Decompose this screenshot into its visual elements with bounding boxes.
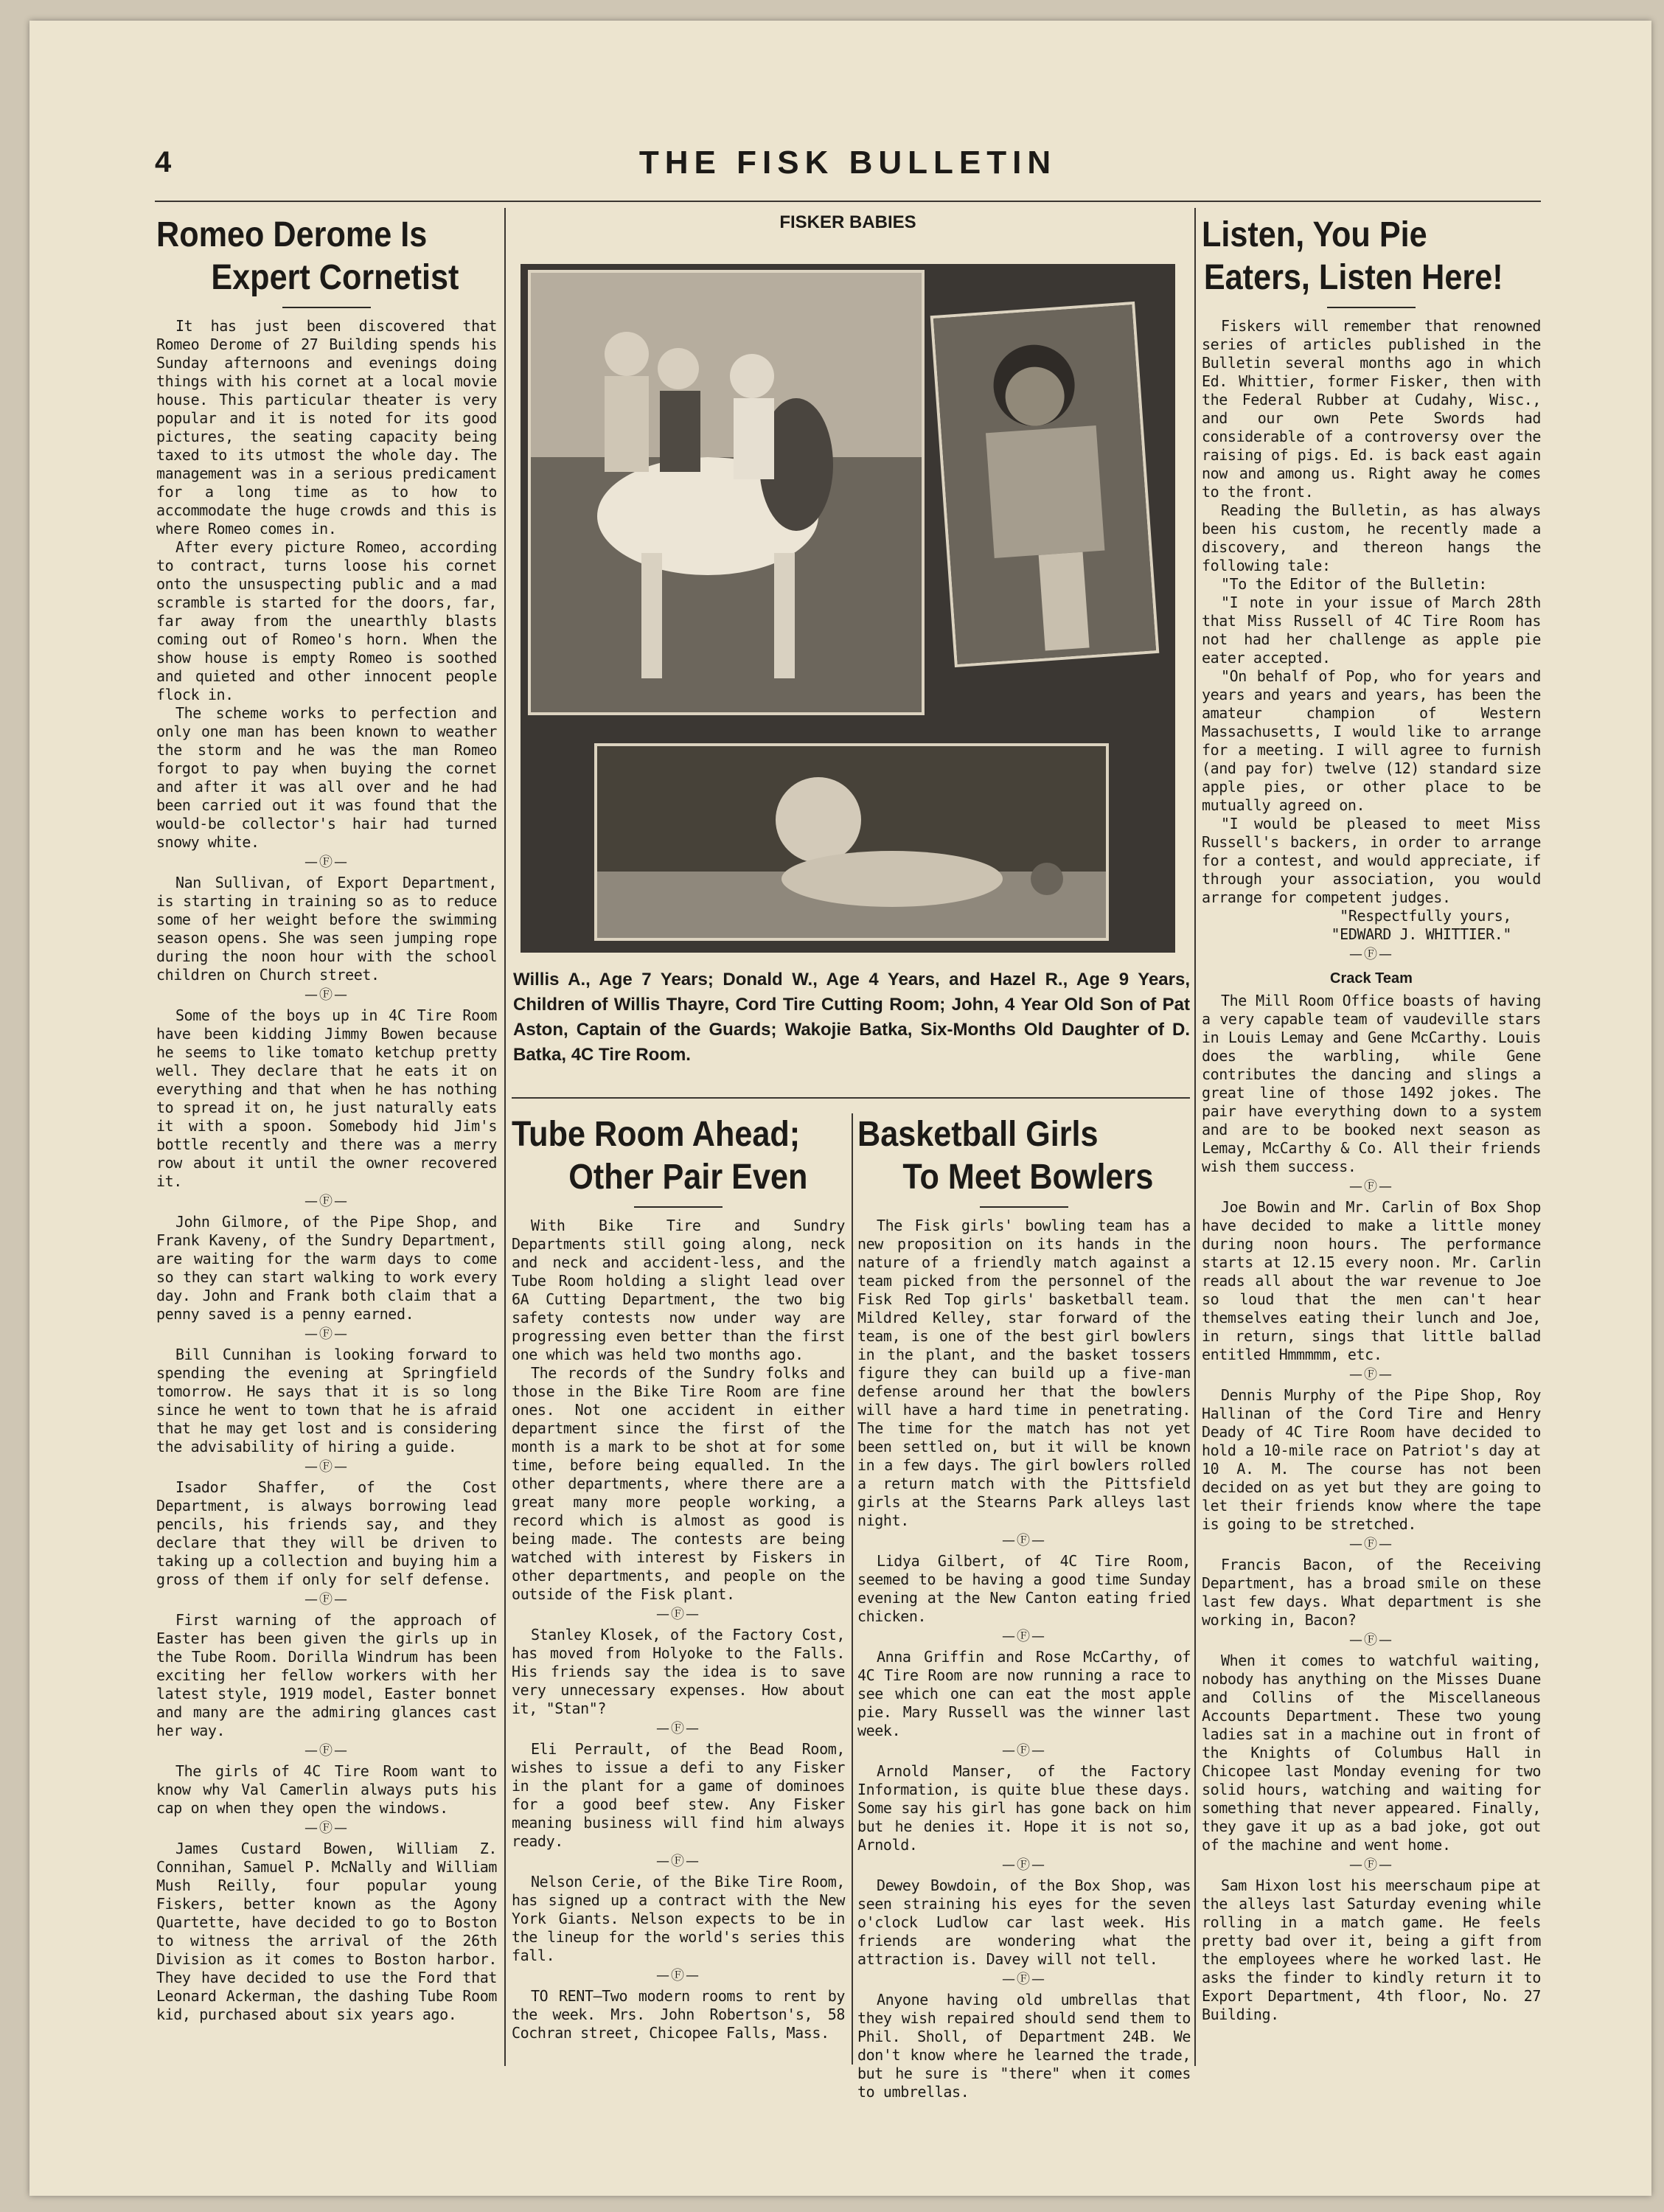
column-rule-1: [504, 208, 506, 2066]
ornament-divider: —Ⓕ—: [304, 1194, 349, 1209]
basketball-headline-line-1: Basketball Girls: [857, 1115, 1099, 1154]
section-rule: [512, 1097, 1190, 1099]
right-column: [1202, 214, 1541, 2072]
column-rule-2: [1194, 208, 1196, 2066]
ornament-divider: —Ⓕ—: [304, 1592, 349, 1607]
ornament-divider: —Ⓕ—: [1349, 1179, 1393, 1194]
news-item: John Gilmore, of the Pipe Shop, and Frank Kaveny, of the Sundry Department, are waiting for the warm days to come so they can start walking to work every day. John and Frank both claim that a penny saved is a penny earned.: [156, 1213, 497, 1323]
pie-letter-paragraph: "I would be pleased to meet Miss Russell's backers, in order to arrange for a contest, and would appreciate, if through your association, you would arrange for competent judges.: [1202, 815, 1541, 906]
pie-letter-paragraph: "On behalf of Pop, who for years and years and years and years, has been the amateur champion of Western Massachusetts, I would like to arrange for a meeting. I will agree to furnish (and pay for) twelve (12) standard size apple pies, or other place to be mutually agreed on.: [1202, 667, 1541, 814]
photo-collage: [521, 264, 1175, 953]
ornament-divider: —Ⓕ—: [1002, 1972, 1046, 1987]
news-item: Some of the boys up in 4C Tire Room have been kidding Jimmy Bowen because he seems to like tomato ketchup pretty well. They declare that he eats it on everything and that when he has nothing to spread it on, he just naturally eats it with a spoon. Somebody hid Jim's bottle recently and there was a merry row about it until the owner recovered it.: [156, 1006, 497, 1190]
boy-portrait-image: [933, 305, 1156, 664]
boy-portrait-photo: [930, 302, 1160, 667]
news-item: Eli Perrault, of the Bead Room, wishes to issue a defi to any Fisker in the plant for a game of dominoes for a good beef stew. Any Fisker meaning business will find him always ready.: [512, 1740, 845, 1850]
romeo-paragraph: It has just been discovered that Romeo Derome of 27 Building spends his Sunday afternoons and evenings doing things with his cornet at a local movie house. This particular theater is very popular and it is noted for its good pictures, the seating capacity being taxed to its utmost the whole day. The management was in a serious predicament for a long time as to how to accommodate the huge crowds and this is where Romeo comes in.: [156, 317, 497, 538]
news-item: Anna Griffin and Rose McCarthy, of 4C Tire Room are now running a race to see which one can eat the most apple pie. Mary Russell was the winner last week.: [857, 1648, 1191, 1739]
romeo-paragraph: After every picture Romeo, according to contract, turns loose his cornet onto the unsuspecting public and a mad scramble is started for the doors, far, far away from the unearthly blasts coming out of Romeo's horn. When the show house is empty Romeo is soothed and quieted and other innocent people flock in.: [156, 538, 497, 703]
news-item: Isador Shaffer, of the Cost Department, is always borrowing lead pencils, his friends say, and they declare that they will be driven to taking up a collection and buying him a gross of them if only for self defense.: [156, 1478, 497, 1588]
news-item: Lidya Gilbert, of 4C Tire Room, seemed to be having a good time Sunday evening at the New Canton eating fried chicken.: [857, 1552, 1191, 1625]
news-item: James Custard Bowen, William Z. Connihan, Samuel P. McNally and William Mush Reilly, four popular young Fiskers, better known as the Agony Quartette, have decided to go to Boston to witness the arrival of the 26th Division as it comes to Boston harbor. They have decided to use the Ford that Leonard Ackerman, the dashing Tube Room kid, purchased about six years ago.: [156, 1840, 497, 2023]
tube-room-headline-line-1: Tube Room Ahead;: [512, 1115, 801, 1154]
news-item: The Fisk girls' bowling team has a new proposition on its hands in the nature of a friendly match against a team picked from the personnel of the Fisk Red Top girls' basketball team. Mildred Kelley, star forward of the team, is one of the best girl bowlers in the plant, and the basket tossers figure they can build up a five-man defense around her that the bowlers will have a hard time in penetrating. The time for the match has not yet been settled on, but it will be known in a few days. The girl bowlers rolled a return match with the Pittsfield girls at the Stearns Park alleys last night.: [857, 1217, 1191, 1529]
left-column: [156, 214, 497, 2072]
romeo-paragraph: The scheme works to perfection and only one man has been known to weather the storm and he was the man Romeo forgot to pay when buying the cornet and after it was all over and he had been carried out it was found that the would-be collector's hair had turned snowy white.: [156, 704, 497, 851]
news-item: Arnold Manser, of the Factory Information, is quite blue these days. Some say his girl has gone back on him but he denies it. Hope it is not so, Arnold.: [857, 1762, 1191, 1854]
romeo-headline-line-2: Expert Cornetist: [211, 258, 459, 297]
ornament-divider: —Ⓕ—: [656, 1607, 700, 1622]
baby-image: [597, 746, 1106, 938]
basketball-headline-line-2: To Meet Bowlers: [902, 1158, 1154, 1197]
pie-letter-paragraph: "To the Editor of the Bulletin:: [1221, 575, 1487, 593]
letter-signature: "EDWARD J. WHITTIER.": [1331, 925, 1511, 943]
news-item: With Bike Tire and Sundry Departments still going along, neck and neck and accident-less, and the Tube Room holding a slight lead over 6A Cutting Department, the two big safety contests now under way are progressing even better than the first one which was held two months ago.: [512, 1217, 845, 1363]
news-item: Nan Sullivan, of Export Department, is starting in training so as to reduce some of her weight before the swimming season opens. She was seen jumping rope during the noon hour with the school children on Church street.: [156, 874, 497, 984]
page-number: 4: [155, 146, 172, 178]
ornament-divider: —Ⓕ—: [656, 1721, 700, 1736]
children-on-pony-image: [531, 273, 922, 712]
news-item: Dennis Murphy of the Pipe Shop, Roy Hallinan of the Cord Tire and Henry Deady of 4C Tire Room have decided to hold a 10-mile race on Patriot's day at 10 A. M. The course has not been decided on as yet but they are going to let their friends know where the tape is going to be stretched.: [1202, 1386, 1541, 1533]
romeo-headline-line-1: Romeo Derome Is: [156, 215, 428, 254]
news-item: The records of the Sundry folks and those in the Bike Tire Room are fine ones. Not one accident in either department since the first of the month is a mark to be shot at for some time, before being equalled. In the other departments, where there are a great many more people working, a record which is almost as good is being made. The contests are being watched with interest by Fiskers in other departments, and people on the outside of the Fisk plant.: [512, 1364, 845, 1603]
news-item: Nelson Cerie, of the Bike Tire Room, has signed up a contract with the New York Giants. Nelson expects to be in the lineup for the world's series this fall.: [512, 1873, 845, 1964]
basketball-headline: [857, 1113, 1158, 1199]
headline-rule: [1327, 307, 1416, 308]
photo-section-title: FISKER BABIES: [779, 212, 916, 232]
classified-ad: TO RENT—Two modern rooms to rent by the week. Mrs. John Robertson's, 58 Cochran street, Chicopee Falls, Mass.: [512, 1987, 845, 2042]
headline-rule: [980, 1206, 1068, 1208]
ornament-divider: —Ⓕ—: [304, 1326, 349, 1342]
column-rule-3: [852, 1113, 853, 2065]
news-item: Bill Cunnihan is looking forward to spending the evening at Springfield tomorrow. He says that it is so long since he went to town that he is afraid that he may get lost and is considering the advisability of hiring a guide.: [156, 1346, 497, 1455]
news-item: Anyone having old umbrellas that they wish repaired should send them to Phil. Sholl, of Department 24B. We don't know where he learned the trade, but he sure is "there" when it comes to umbrellas.: [857, 1991, 1191, 2101]
masthead: THE FISK BULLETIN: [638, 145, 1057, 181]
ornament-divider: —Ⓕ—: [1002, 1533, 1046, 1548]
ornament-divider: —Ⓕ—: [304, 1743, 349, 1759]
pie-letter-paragraph: "I note in your issue of March 28th that Miss Russell of 4C Tire Room has not had her challenge as apple pie eater accepted.: [1202, 594, 1541, 667]
ornament-divider: —Ⓕ—: [1002, 1857, 1046, 1873]
ornament-divider: —Ⓕ—: [656, 1854, 700, 1869]
news-item: Sam Hixon lost his meerschaum pipe at the alleys last Saturday evening while rolling in a match game. He feels pretty bad over it, being a gift from the employees where he worked last. He asks the finder to kindly return it to Export Department, 4th floor, No. 27 Building.: [1202, 1877, 1541, 2023]
pie-paragraph: Reading the Bulletin, as has always been his custom, he recently made a discovery, and thereon hangs the following tale:: [1202, 501, 1541, 574]
headline-rule: [282, 307, 371, 308]
children-on-pony-photo: [528, 270, 925, 715]
romeo-headline: [156, 214, 463, 299]
news-item: When it comes to watchful waiting, nobody has anything on the Misses Duane and Collins of the Miscellaneous Accounts Department. These two young ladies sat in a machine out in front of the Knights of Columbus Hall in Chicopee last Monday evening for two solid hours, watching and waiting for something that never appeared. Finally, they gave it up as a bad joke, got out of the machine and went home.: [1202, 1652, 1541, 1854]
letter-signoff: "Respectfully yours,: [1340, 907, 1511, 925]
news-item: First warning of the approach of Easter has been given the girls up in the Tube Room. Dorilla Windrum has been exciting her fellow workers with her latest style, 1919 model, Easter bonnet and many are the admiring glances cast her way.: [156, 1611, 497, 1739]
tube-room-column: [512, 1113, 845, 2072]
basketball-column: [857, 1113, 1191, 2101]
ornament-divider: —Ⓕ—: [1349, 1537, 1393, 1552]
ornament-divider: —Ⓕ—: [1349, 1857, 1393, 1873]
ornament-divider: —Ⓕ—: [1002, 1743, 1046, 1759]
ornament-divider: —Ⓕ—: [1349, 947, 1393, 962]
pie-eaters-headline-line-2: Eaters, Listen Here!: [1203, 258, 1503, 297]
ornament-divider: —Ⓕ—: [1349, 1367, 1393, 1382]
news-item: Francis Bacon, of the Receiving Department, has a broad smile on these last few days. What department is she working in, Bacon?: [1202, 1556, 1541, 1629]
ornament-divider: —Ⓕ—: [304, 855, 349, 870]
ornament-divider: —Ⓕ—: [1002, 1629, 1046, 1644]
news-item: Dewey Bowdoin, of the Box Shop, was seen straining his eyes for the seven o'clock Ludlow car last week. His friends are wondering what the attraction is. Davey will not tell.: [857, 1877, 1191, 1968]
pie-eaters-headline: [1202, 214, 1507, 299]
ornament-divider: —Ⓕ—: [1349, 1632, 1393, 1648]
ornament-divider: —Ⓕ—: [304, 987, 349, 1003]
crack-team-subhead: Crack Team: [1330, 970, 1413, 987]
tube-room-headline: [512, 1113, 812, 1199]
news-item: The girls of 4C Tire Room want to know why Val Camerlin always puts his cap on when they open the windows.: [156, 1762, 497, 1817]
photo-caption: Willis A., Age 7 Years; Donald W., Age 4 Years, and Hazel R., Age 9 Years, Children of Willis Thayre, Cord Tire Cutting Room; John, 4 Year Old Son of Pat Aston, Captain of the Guards; Wakojie Batka, Six-Months Old Daughter of D. Batka, 4C Tire Room.: [513, 970, 1190, 1065]
ornament-divider: —Ⓕ—: [304, 1459, 349, 1475]
page-header: [155, 140, 1541, 192]
tube-room-headline-line-2: Other Pair Even: [568, 1158, 808, 1197]
news-item: The Mill Room Office boasts of having a very capable team of vaudeville stars in Louis Lemay and Gene McCarthy. Louis does the warbling, while Gene contributes the dancing and slings a great line of those 1492 jokes. The pair have everything down to a system and are to be booked next season as Lemay, McCarthy & Co. All their friends wish them success.: [1202, 992, 1541, 1175]
ornament-divider: —Ⓕ—: [304, 1820, 349, 1836]
pie-paragraph: Fiskers will remember that renowned series of articles published in the Bulletin several months ago in which Ed. Whittier, former Fisker, then with the Federal Rubber at Cudahy, Wisc., and our own Pete Swords had considerable of a controversy over the raising of pigs. Ed. is back east again now and among us. Right away he comes to the front.: [1202, 317, 1541, 501]
header-rule: [155, 201, 1541, 202]
news-item: Joe Bowin and Mr. Carlin of Box Shop have decided to make a little money during noon hours. The performance starts at 12.15 every noon. Mr. Carlin reads all about the war revenue to Joe so loud that the men can't hear themselves eating their lunch and Joe, in return, sings that little ballad entitled Hmmmmm, etc.: [1202, 1198, 1541, 1363]
pie-eaters-headline-line-1: Listen, You Pie: [1202, 215, 1427, 254]
news-item: Stanley Klosek, of the Factory Cost, has moved from Holyoke to the Falls. His friends say the idea is to save very unnecessary expenses. How about it, "Stan"?: [512, 1626, 845, 1717]
ornament-divider: —Ⓕ—: [656, 1968, 700, 1983]
baby-photo: [594, 743, 1109, 941]
headline-rule: [634, 1206, 723, 1208]
